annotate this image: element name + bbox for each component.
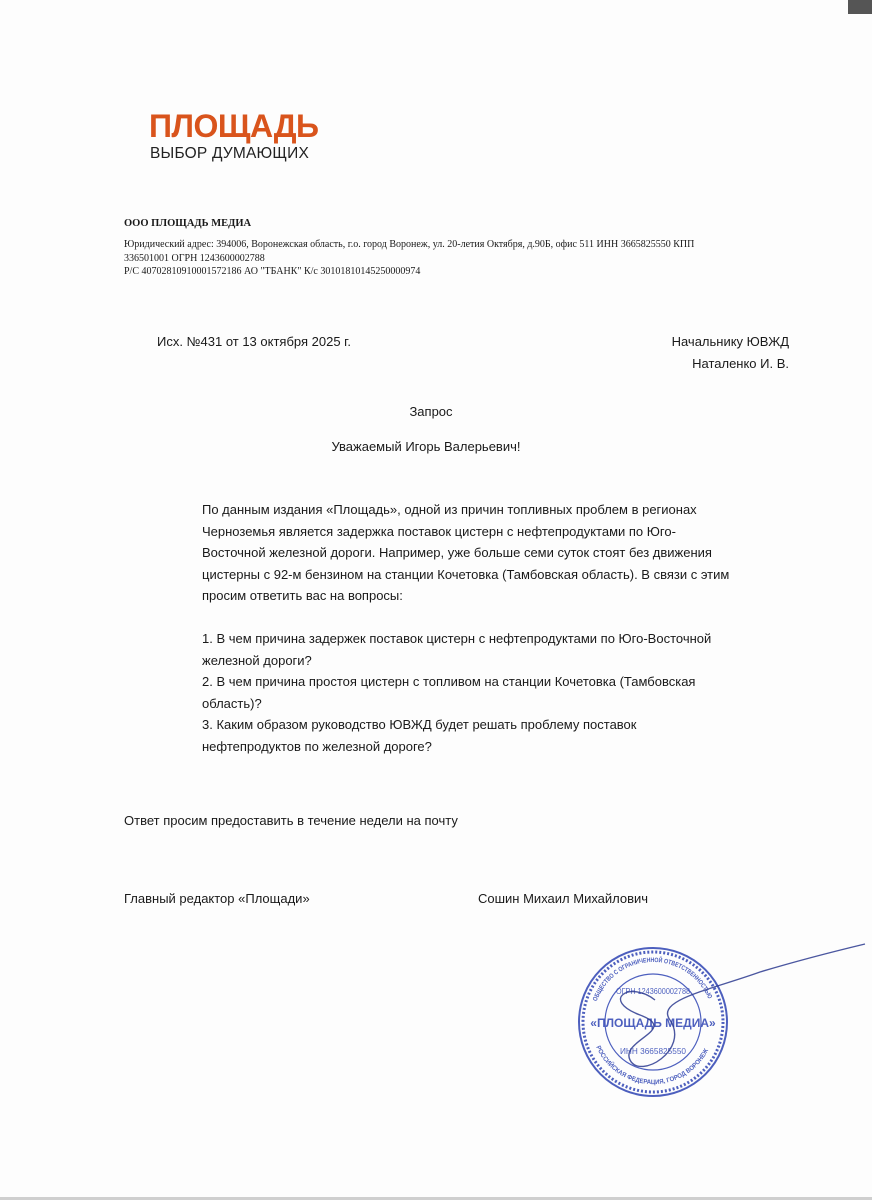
question-line: нефтепродуктов по железной дороге? [202,738,432,754]
stamp-ogrn: ОГРН 1243600002788 [616,987,691,996]
address-line: Р/С 40702810910001572186 АО "ТБАНК" К/с 30101810145250000974 [124,266,421,277]
logo-tagline: ВЫБОР ДУМАЮЩИХ [150,145,309,162]
paragraph-line: просим ответить вас на вопросы: [202,588,403,603]
letter-title: Запрос [409,404,453,419]
stamp-outer-bottom: РОССИЙСКАЯ ФЕДЕРАЦИЯ, ГОРОД ВОРОНЕЖ [594,1044,711,1087]
outgoing-reference: Исх. №431 от 13 октября 2025 г. [157,334,351,349]
question-line: 3. Каким образом руководство ЮВЖД будет решать проблему поставок [202,717,637,732]
company-stamp [560,920,872,1120]
address-line: Юридический адрес: 394006, Воронежская область, г.о. город Воронеж, ул. 20-летия Октября, д.90Б, офис 511 ИНН 3665825550 КПП [124,239,695,250]
recipient-line: Начальнику ЮВЖД [671,334,789,349]
org-name: ООО ПЛОЩАДЬ МЕДИА [124,218,252,229]
scan-corner-mark [848,0,872,14]
question-line: область)? [202,695,262,711]
address-line: 336501001 ОГРН 1243600002788 [124,252,265,264]
stamp-outer-top: ОБЩЕСТВО С ОГРАНИЧЕННОЙ ОТВЕТСТВЕННОСТЬЮ [591,956,714,1003]
question-line: 1. В чем причина задержек поставок цистерн с нефтепродуктами по Юго-Восточной [202,631,712,646]
stamp-center-text: «ПЛОЩАДЬ МЕДИА» [590,1016,716,1030]
question-line: железной дороги? [202,652,312,668]
questions-list [202,628,822,757]
greeting: Уважаемый Игорь Валерьевич! [331,439,521,454]
paragraph-line: Восточной железной дороги. Например, уже больше семи суток стоят без движения [202,545,712,560]
signatory-name: Сошин Михаил Михайлович [478,891,649,906]
signatory-title: Главный редактор «Площади» [124,891,310,906]
paragraph-line: По данным издания «Площадь», одной из причин топливных проблем в регионах [202,502,697,517]
recipient [672,331,789,374]
question-line: 2. В чем причина простоя цистерн с топливом на станции Кочетовка (Тамбовская [202,674,696,689]
logo-title: ПЛОЩАДЬ [149,108,319,144]
paragraph-line: Черноземья является задержка поставок цистерн с нефтепродуктами по Юго- [202,523,676,539]
recipient-line: Наталенко И. В. [692,355,789,371]
paragraph-line: цистерны с 92-м бензином на станции Кочетовка (Тамбовская область). В связи с этим [202,566,730,582]
main-paragraph [202,499,822,607]
stamp-inn: ИНН 3665825550 [620,1047,687,1056]
answer-request: Ответ просим предоставить в течение недели на почту [124,813,458,828]
org-address [124,238,824,279]
